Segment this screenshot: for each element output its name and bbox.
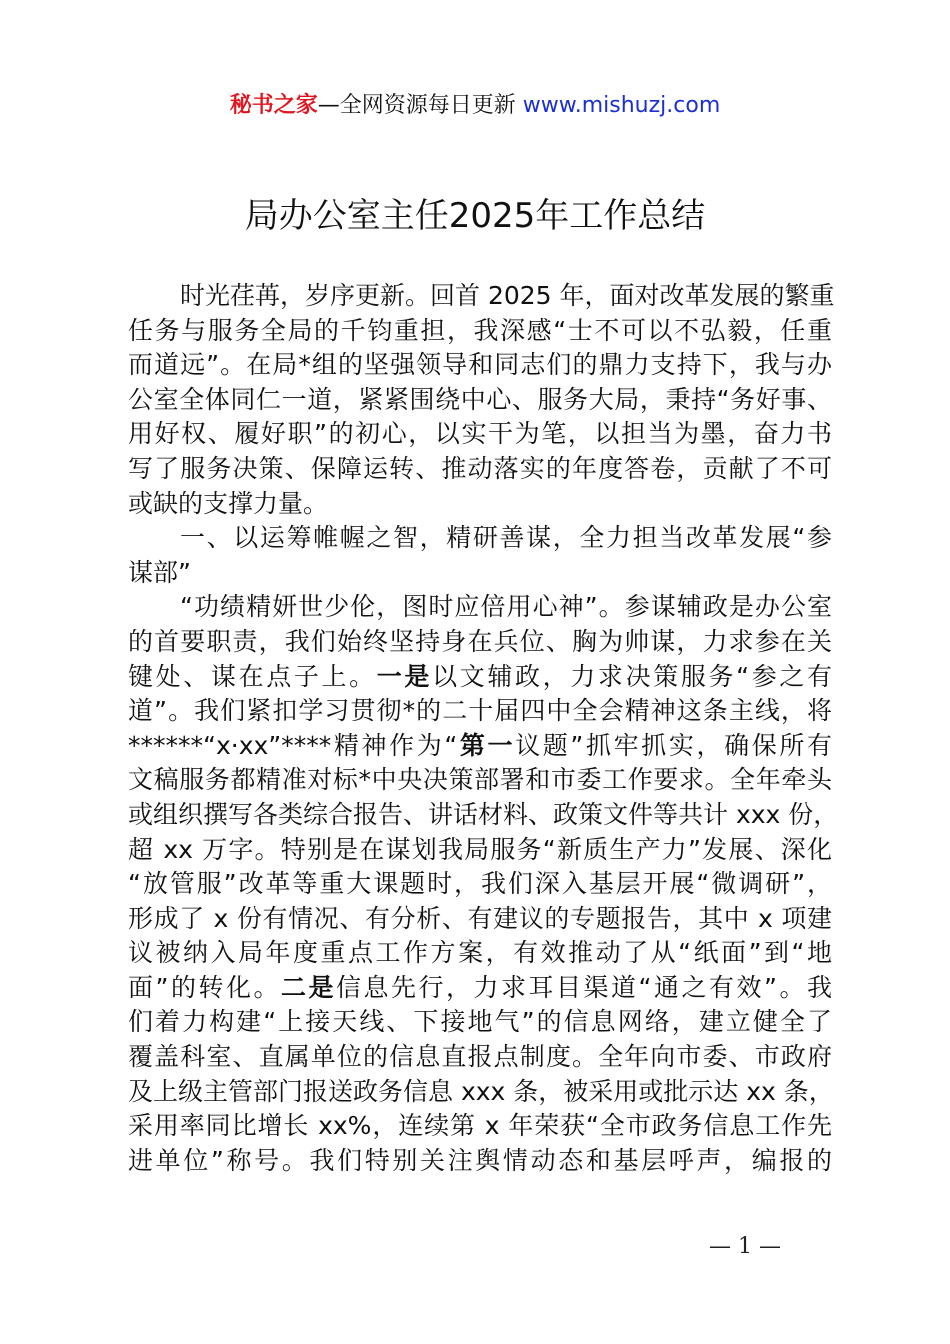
text-line [128, 487, 832, 522]
bold-text-segment: 一是 [376, 661, 433, 691]
text-segment: 超 xx 万字。特别是在谋划我局服务“新质生产力”发展、深化 [128, 834, 832, 864]
text-line [128, 314, 832, 349]
text-segment: 以文辅政，力求决策服务“参之有 [432, 661, 832, 691]
text-segment: 文稿服务都精准对标*中央决策部署和市委工作要求。全年牵头 [128, 765, 832, 795]
text-line [128, 1144, 832, 1179]
text-line [128, 833, 832, 868]
text-line [128, 452, 832, 487]
text-segment: 或组织撰写各类综合报告、讲话材料、政策文件等共计 xxx 份， [128, 799, 839, 829]
text-segment: 键处、谋在点子上。 [128, 661, 377, 691]
text-line [128, 867, 832, 902]
text-line [128, 694, 832, 729]
text-line [128, 1075, 832, 1110]
text-segment: ******“x·xx”****精神作为“ [128, 730, 458, 760]
text-segment: 信息先行，力求耳目渠道“通之有效”。我 [336, 972, 832, 1002]
text-segment: 谋部” [128, 557, 191, 587]
text-segment: 进单位”称号。我们特别关注舆情动态和基层呼声，编报的 [128, 1145, 832, 1175]
text-segment: “功绩精妍世少伦，图时应倍用心神”。参谋辅政是办公室 [180, 592, 832, 622]
text-segment: 任务与服务全局的千钧重担，我深感“士不可以不弘毅，任重 [128, 315, 832, 345]
document-body [128, 279, 839, 1178]
text-segment: 而道远”。在局*组的坚强领导和同志们的鼎力支持下，我与办 [128, 350, 832, 380]
text-line [128, 348, 832, 383]
text-segment: 一、以运筹帷幄之智，精研善谋，全力担当改革发展“参 [180, 523, 832, 553]
text-segment: 采用率同比增长 xx%，连续第 x 年荣获“全市政务信息工作先 [128, 1111, 832, 1141]
document-title: 局办公室主任2025年工作总结 [244, 196, 706, 236]
text-line [128, 1005, 832, 1040]
text-line [128, 279, 835, 314]
text-line [128, 590, 832, 625]
text-segment: 覆盖科室、直属单位的信息直报点制度。全年向市委、市政府 [128, 1042, 832, 1072]
banner-slogan: —全网资源每日更新 [317, 93, 523, 118]
text-segment: 形成了 x 份有情况、有分析、有建议的专题报告，其中 x 项建 [128, 903, 832, 933]
text-segment: 写了服务决策、保障运转、推动落实的年度答卷，贡献了不可 [128, 453, 832, 483]
text-segment: 及上级主管部门报送政务信息 xxx 条，被采用或批示达 xx 条， [128, 1076, 834, 1106]
text-line [128, 798, 839, 833]
bold-text-segment: 二是 [280, 972, 336, 1002]
text-line [128, 625, 832, 660]
text-segment: “放管服”改革等重大课题时，我们深入基层开展“微调研”， [128, 869, 832, 899]
text-line [128, 971, 832, 1006]
text-segment: 或缺的支撑力量。 [128, 488, 329, 518]
text-segment: 议被纳入局年度重点工作方案，有效推动了从“纸面”到“地 [128, 938, 832, 968]
text-line [128, 729, 832, 764]
page-number: — 1 — [709, 1234, 781, 1259]
text-segment: 用好权、履好职”的初心，以实干为笔，以担当为墨，奋力书 [128, 419, 832, 449]
site-url-link[interactable]: www.mishuzj.com [522, 93, 721, 118]
text-line [128, 556, 832, 591]
text-segment: 议题”抓牢抓实，确保所有 [515, 730, 832, 760]
text-line [128, 763, 832, 798]
text-line [128, 1040, 832, 1075]
text-line [128, 902, 832, 937]
text-segment: 道”。我们紧扣学习贯彻*的二十届四中全会精神这条主线，将 [128, 696, 832, 726]
text-segment: 时光荏苒，岁序更新。回首 2025 年，面对改革发展的繁重 [180, 281, 835, 310]
bold-text-segment: 第一 [457, 730, 516, 760]
text-line [128, 660, 832, 695]
text-line [128, 383, 832, 418]
text-segment: 的首要职责，我们始终坚持身在兵位、胸为帅谋，力求参在关 [128, 626, 832, 656]
text-line [128, 417, 832, 452]
brand-name: 秘书之家 [229, 93, 318, 118]
text-segment: 们着力构建“上接天线、下接地气”的信息网络，建立健全了 [128, 1007, 832, 1037]
text-segment: 面”的转化。 [128, 972, 281, 1002]
text-line [128, 936, 832, 971]
text-line [128, 1109, 832, 1144]
text-line [128, 521, 832, 556]
site-banner [0, 88, 950, 119]
text-segment: 公室全体同仁一道，紧紧围绕中心、服务大局，秉持“务好事、 [128, 384, 832, 414]
